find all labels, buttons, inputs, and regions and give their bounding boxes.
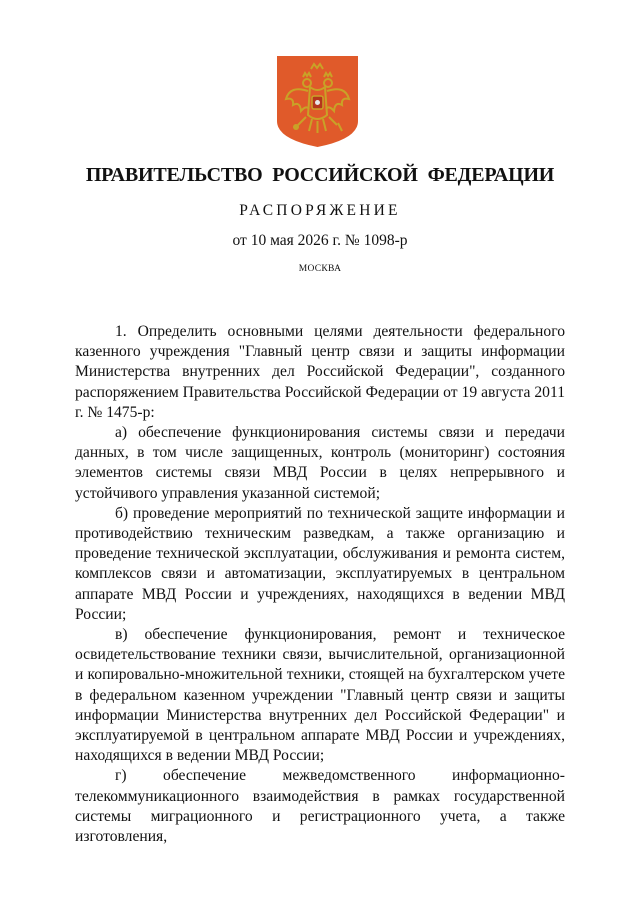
paragraph-1a: а) обеспечение функционирования системы связи и передачи данных, в том числе защищенных, контроль (мониторинг) состояния элементов системы связи МВД России в целях непрерывного и устойчивого управления указанной системой;: [75, 424, 565, 502]
document-city: МОСКВА: [298, 264, 342, 274]
paragraph-1c: в) обеспечение функционирования, ремонт и техническое освидетельствование техники связи, вычислительной, организационной и копировально-множительной техники, стоящей на бухгалтерском учете в федеральном казенном учреждении "Главный центр связи и защиты информации Министерства внутренних дел Российской Федерации" и эксплуатируемой в центральном аппарате МВД России и учреждениях, находящихся в ведении МВД России;: [75, 626, 565, 765]
document-type: РАСПОРЯЖЕНИЕ: [239, 202, 401, 219]
document-body: [75, 322, 565, 847]
paragraph-1: 1. Определить основными целями деятельности федерального казенного учреждения "Главный центр связи и защиты информации Министерства внутренних дел Российской Федерации", созданного распоряжением Правительства Российской Федерации от 19 августа 2011 г. № 1475-р:: [75, 323, 565, 421]
document-date-number: от 10 мая 2026 г. № 1098-р: [232, 232, 408, 249]
russian-coat-of-arms-icon: [276, 55, 359, 148]
government-title: ПРАВИТЕЛЬСТВО РОССИЙСКОЙ ФЕДЕРАЦИИ: [85, 164, 555, 186]
paragraph-1d: г) обеспечение межведомственного информационно-телекоммуникационного взаимодействия в рамках государственной системы миграционного и регистрационного учета, а также изготовления,: [75, 767, 565, 846]
paragraph-1b: б) проведение мероприятий по технической защите информации и противодействию техническим разведкам, а также организацию и проведение технической эксплуатации, обслуживания и ремонта систем, комплексов связи и автоматизации, эксплуатируемых в центральном аппарате МВД России и учреждениях, находящихся в ведении МВД России;: [75, 504, 565, 623]
